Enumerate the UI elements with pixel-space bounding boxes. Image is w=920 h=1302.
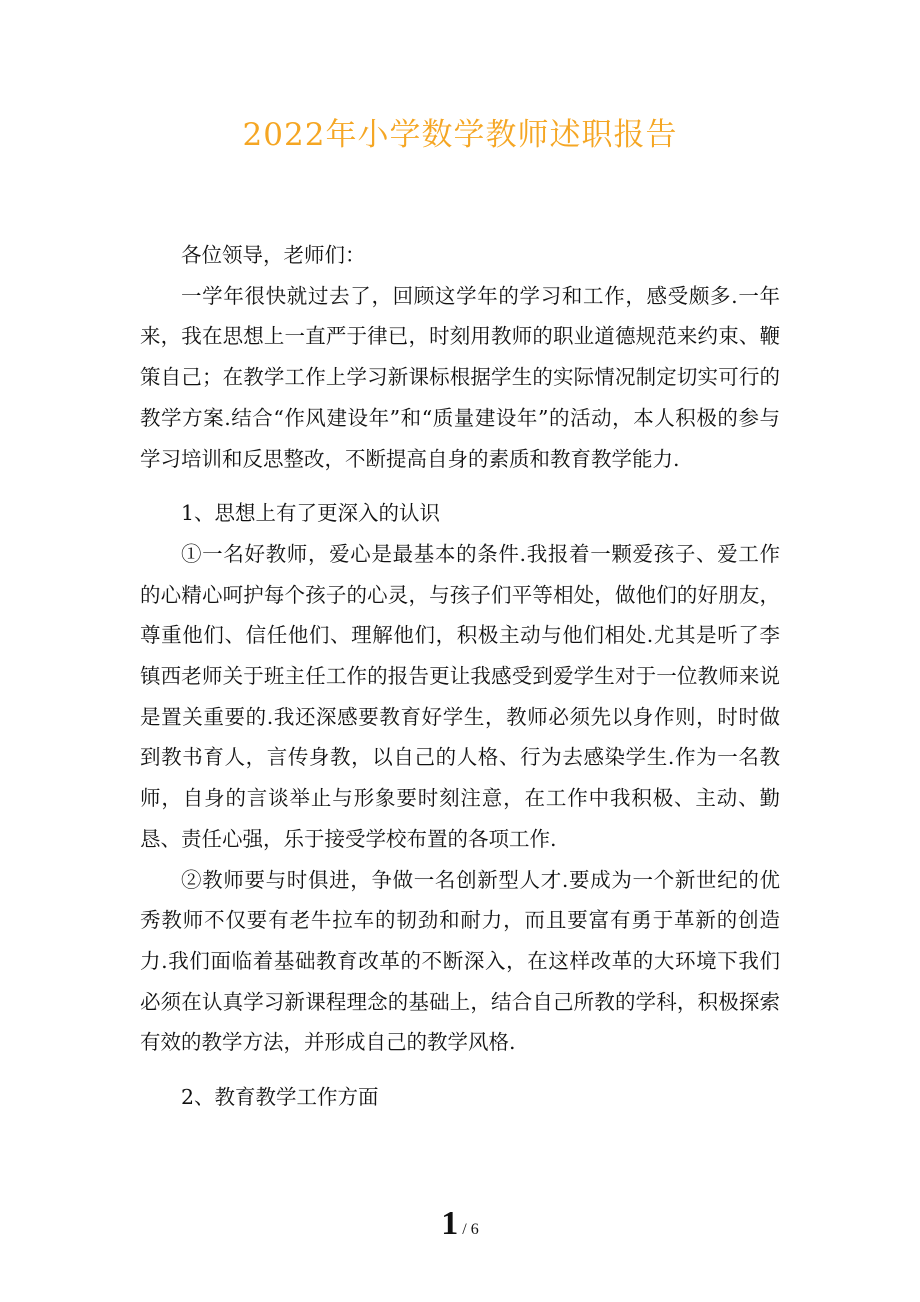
document-body [140, 235, 780, 1118]
paragraph-intro: 一学年很快就过去了，回顾这学年的学习和工作，感受颇多.一年来，我在思想上一直严于律已，时刻用教师的职业道德规范来约束、鞭策自己；在教学工作上学习新课标根据学生的实际情况制定切实可行的教学方案.结合“作风建设年”和“质量建设年”的活动，本人积极的参与学习培训和反思整改，不断提高自身的素质和教育教学能力. [140, 283, 780, 471]
total-pages: 6 [470, 1221, 479, 1238]
section-heading-2: 2、教育教学工作方面 [181, 1085, 379, 1110]
document-title: 2022年小学数学教师述职报告 [242, 117, 678, 153]
section-heading-1: 1、思想上有了更深入的认识 [181, 501, 441, 526]
salutation: 各位领导，老师们： [181, 243, 366, 267]
paragraph-point-2: ②教师要与时俱进，争做一名创新型人才.要成为一个新世纪的优秀教师不仅要有老牛拉车的韧劲和耐力，而且要富有勇于革新的创造力.我们面临着基础教育改革的不断深入，在这样改革的大环境下我们必须在认真学习新课程理念的基础上，结合自己所教的学科，积极探索有效的教学方法，并形成自己的教学风格. [140, 867, 780, 1055]
page-number [0, 1205, 920, 1243]
paragraph-point-1: ①一名好教师，爱心是最基本的条件.我报着一颗爱孩子、爱工作的心精心呵护每个孩子的心灵，与孩子们平等相处，做他们的好朋友，尊重他们、信任他们、理解他们，积极主动与他们相处.尤其是听了李镇西老师关于班主任工作的报告更让我感受到爱学生对于一位教师来说是置关重要的.我还深感要教育好学生，教师必须先以身作则，时时做到教书育人，言传身教，以自己的人格、行为去感染学生.作为一名教师，自身的言谈举止与形象要时刻注意，在工作中我积极、主动、勤恳、责任心强，乐于接受学校布置的各项工作. [140, 541, 780, 851]
current-page-number: 1 [441, 1205, 459, 1242]
page-separator: / [462, 1221, 467, 1238]
